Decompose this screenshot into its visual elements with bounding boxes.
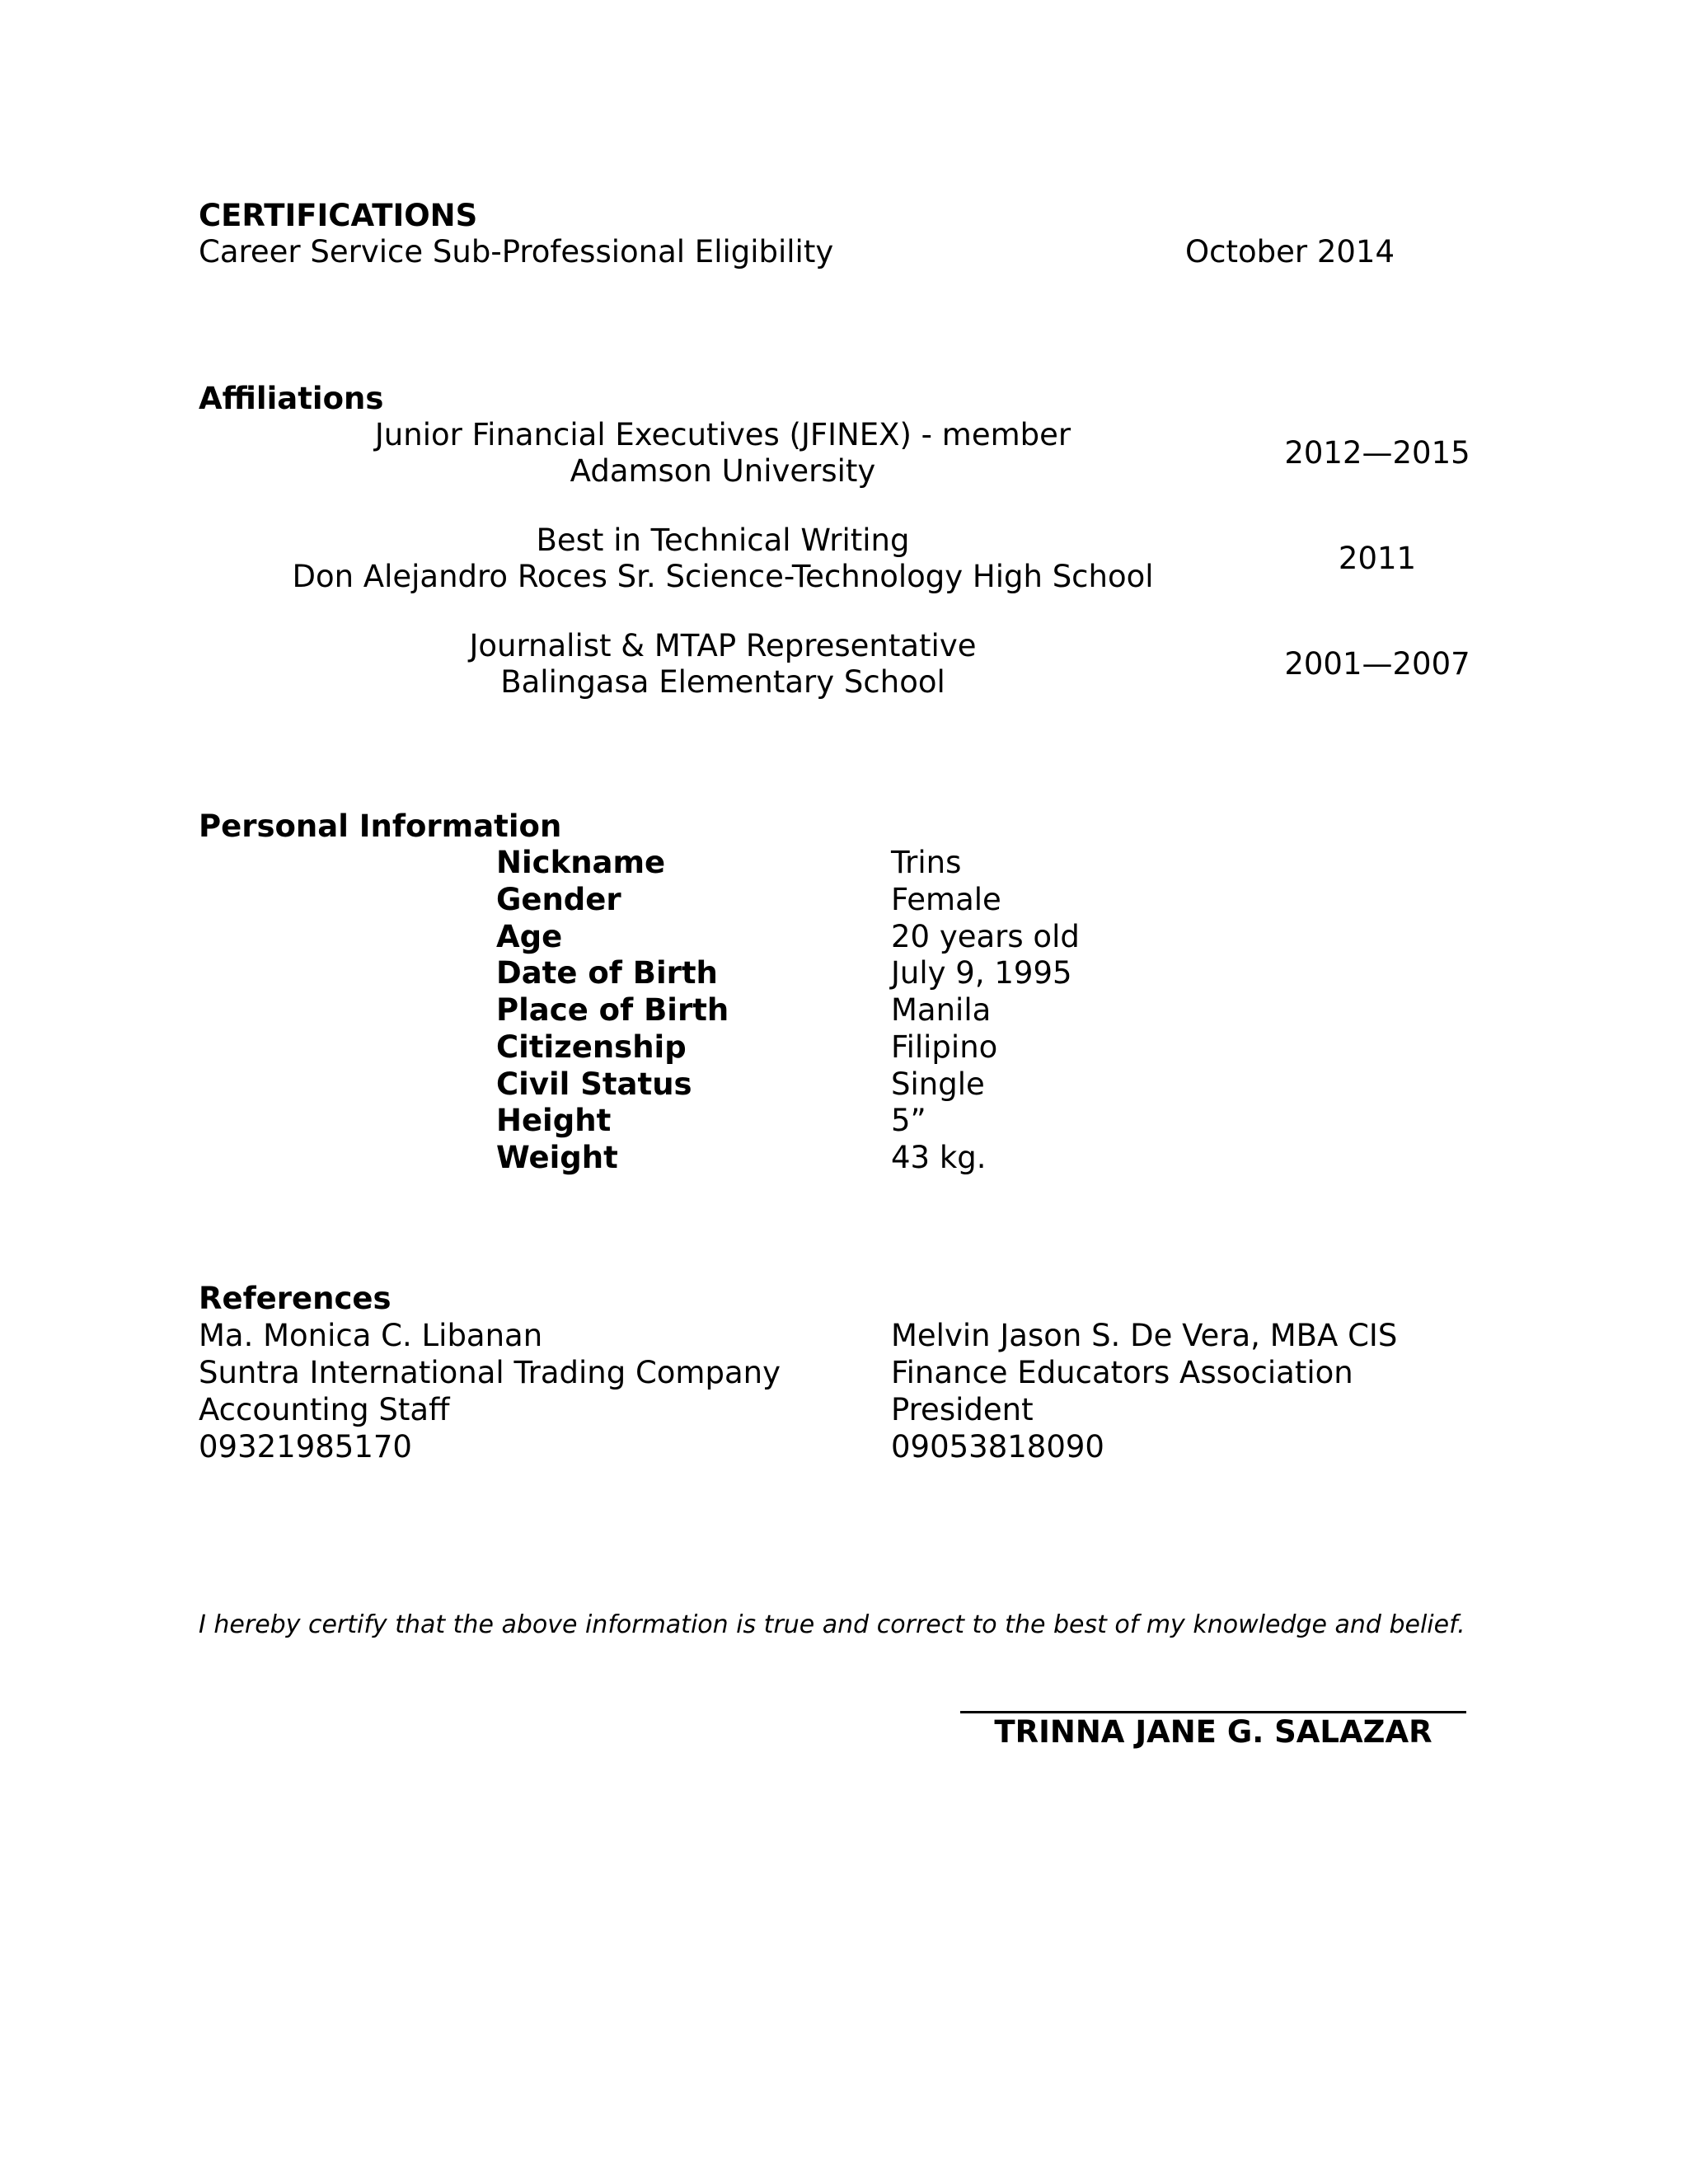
affiliation-institution: Adamson University xyxy=(570,453,876,489)
info-value-nickname: Trins xyxy=(891,845,962,880)
affiliation-years: 2011 xyxy=(1338,541,1417,576)
affiliation-title: Journalist & MTAP Representative xyxy=(469,628,977,663)
reference-name: Ma. Monica C. Libanan xyxy=(199,1318,543,1353)
signatory-name: TRINNA JANE G. SALAZAR xyxy=(994,1714,1432,1750)
info-value-gender: Female xyxy=(891,882,1001,917)
affiliation-institution: Don Alejandro Roces Sr. Science-Technology High School xyxy=(292,559,1154,594)
affiliation-years: 2012—2015 xyxy=(1284,435,1470,471)
reference-left xyxy=(199,1317,781,1465)
certification-item: Career Service Sub-Professional Eligibility xyxy=(199,234,834,269)
info-value-place-of-birth: Manila xyxy=(891,992,992,1028)
affiliation-title: Best in Technical Writing xyxy=(536,523,910,558)
affiliation-entry xyxy=(228,417,1217,490)
references-heading: References xyxy=(199,1281,392,1316)
reference-position: Accounting Staff xyxy=(199,1392,450,1427)
reference-right xyxy=(891,1317,1397,1465)
info-value-age: 20 years old xyxy=(891,919,1080,954)
info-label-gender: Gender xyxy=(496,882,621,917)
info-label-citizenship: Citizenship xyxy=(496,1029,687,1065)
affiliation-institution: Balingasa Elementary School xyxy=(500,664,945,700)
reference-company: Finance Educators Association xyxy=(891,1355,1353,1390)
info-label-civil-status: Civil Status xyxy=(496,1066,692,1102)
info-value-civil-status: Single xyxy=(891,1066,985,1102)
info-value-weight: 43 kg. xyxy=(891,1140,987,1175)
info-label-age: Age xyxy=(496,919,563,954)
reference-company: Suntra International Trading Company xyxy=(199,1355,781,1390)
info-label-height: Height xyxy=(496,1103,612,1138)
affiliation-title: Junior Financial Executives (JFINEX) - member xyxy=(374,417,1071,452)
reference-phone: 09321985170 xyxy=(199,1429,412,1465)
reference-name: Melvin Jason S. De Vera, MBA CIS xyxy=(891,1318,1398,1353)
info-value-date-of-birth: July 9, 1995 xyxy=(891,955,1072,991)
info-label-weight: Weight xyxy=(496,1140,618,1175)
certifications-heading: CERTIFICATIONS xyxy=(199,198,478,233)
certification-date: October 2014 xyxy=(1185,234,1395,269)
certify-statement: I hereby certify that the above information is true and correct to the best of my knowledge and belief. xyxy=(199,1610,1465,1639)
info-value-citizenship: Filipino xyxy=(891,1029,998,1065)
affiliation-entry xyxy=(228,523,1217,595)
affiliation-years: 2001—2007 xyxy=(1284,646,1470,682)
info-label-place-of-birth: Place of Birth xyxy=(496,992,729,1028)
personal-info-heading: Personal Information xyxy=(199,808,562,844)
signature-line xyxy=(960,1711,1466,1713)
info-label-date-of-birth: Date of Birth xyxy=(496,955,718,991)
info-label-nickname: Nickname xyxy=(496,845,666,880)
affiliation-entry xyxy=(228,628,1217,701)
reference-phone: 09053818090 xyxy=(891,1429,1104,1465)
info-value-height: 5” xyxy=(891,1103,926,1138)
affiliations-heading: Affiliations xyxy=(199,381,384,416)
reference-position: President xyxy=(891,1392,1034,1427)
